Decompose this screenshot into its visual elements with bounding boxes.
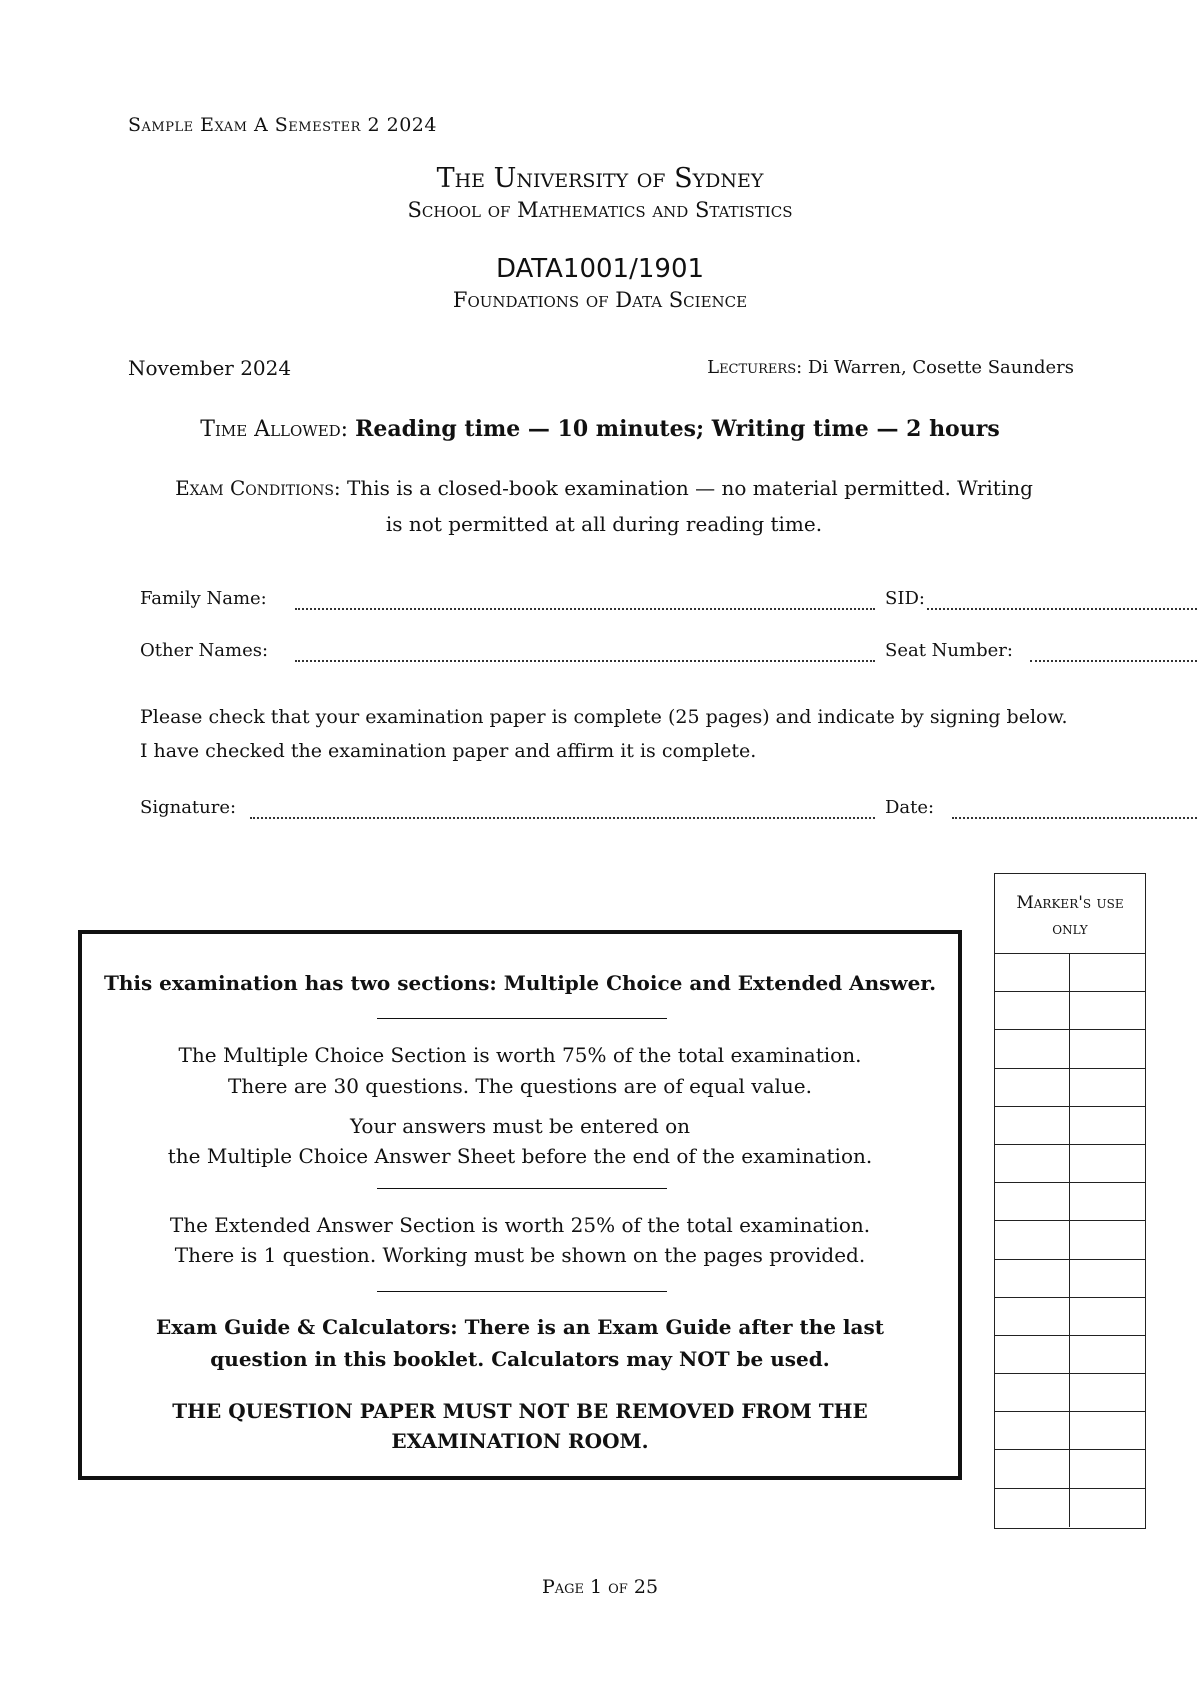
check-line-1: Please check that your examination paper is complete (25 pages) and indicate by signing below. (140, 706, 1068, 728)
ea-line-2: There is 1 question. Working must be shown on the pages provided. (174, 1243, 866, 1267)
markers-use-heading (995, 874, 1145, 954)
marker-cell (995, 1030, 1070, 1067)
marker-row (995, 1412, 1145, 1450)
mc-line-3: Your answers must be entered on (349, 1114, 691, 1138)
exam-conditions (128, 470, 1080, 542)
seat-number-field[interactable] (1030, 640, 1197, 662)
check-instructions (140, 700, 1068, 768)
marker-cell (995, 1450, 1070, 1487)
marker-cell (1070, 1298, 1145, 1335)
marker-row (995, 1030, 1145, 1068)
guide-line-2: question in this booklet. Calculators may NOT be used. (210, 1347, 830, 1371)
markers-use-title-2: only (1052, 919, 1088, 939)
other-names-row (140, 640, 1058, 670)
signature-row (140, 797, 1058, 827)
course-code: DATA1001/1901 (495, 254, 705, 284)
marker-cell (1070, 992, 1145, 1029)
marker-cell (995, 1412, 1070, 1449)
marker-cell (995, 1145, 1070, 1182)
marker-cell (1070, 1145, 1145, 1182)
marker-row (995, 1145, 1145, 1183)
family-name-field[interactable] (295, 588, 875, 610)
check-line-2: I have checked the examination paper and affirm it is complete. (140, 740, 757, 762)
mc-line-1: The Multiple Choice Section is worth 75% of the total examination. (178, 1043, 862, 1067)
university-name: The University of Sydney (436, 163, 764, 194)
marker-cell (1070, 1030, 1145, 1067)
removal-line-1: THE QUESTION PAPER MUST NOT BE REMOVED FROM THE (172, 1399, 868, 1423)
time-allowed-value: Reading time — 10 minutes; Writing time — 2 hours (355, 416, 1000, 442)
markers-use-table (994, 873, 1146, 1529)
signature-field[interactable] (250, 797, 875, 819)
marker-row (995, 1069, 1145, 1107)
marker-cell (995, 954, 1070, 991)
marker-cell (995, 1489, 1070, 1527)
marker-cell (995, 1069, 1070, 1106)
marker-row (995, 1450, 1145, 1488)
marker-cell (1070, 1336, 1145, 1373)
marker-row (995, 1221, 1145, 1259)
marker-row (995, 1489, 1145, 1527)
marker-row (995, 1374, 1145, 1412)
course-name: Foundations of Data Science (452, 288, 748, 312)
conditions-text-1: This is a closed-book examination — no material permitted. Writing (347, 476, 1033, 500)
marker-cell (1070, 1412, 1145, 1449)
school-name: School of Mathematics and Statistics (407, 198, 793, 222)
sid-field[interactable] (927, 588, 1197, 610)
signature-label: Signature: (140, 797, 237, 818)
marker-row (995, 1107, 1145, 1145)
marker-cell (995, 992, 1070, 1029)
marker-cell (995, 1221, 1070, 1258)
marker-cell (1070, 954, 1145, 991)
divider (377, 1291, 667, 1292)
seat-number-label: Seat Number: (885, 640, 1013, 661)
date-field[interactable] (952, 797, 1197, 819)
divider (377, 1018, 667, 1019)
lecturers (707, 357, 1074, 378)
marker-cell (1070, 1069, 1145, 1106)
marker-row (995, 1183, 1145, 1221)
marker-cell (1070, 1221, 1145, 1258)
marker-cell (995, 1260, 1070, 1297)
time-allowed-label: Time Allowed: (200, 417, 349, 442)
sample-exam-header: Sample Exam A Semester 2 2024 (128, 114, 437, 136)
marker-cell (1070, 1107, 1145, 1144)
date-label: Date: (885, 797, 935, 818)
family-name-label: Family Name: (140, 588, 267, 609)
marker-row (995, 1260, 1145, 1298)
markers-use-title-1: Marker's use (1016, 893, 1124, 913)
other-names-label: Other Names: (140, 640, 269, 661)
marker-cell (1070, 1450, 1145, 1487)
marker-row (995, 992, 1145, 1030)
marker-row (995, 1336, 1145, 1374)
sid-label: SID: (885, 588, 925, 609)
marker-cell (995, 1336, 1070, 1373)
page-number: Page 1 of 25 (541, 1576, 659, 1598)
sections-summary: This examination has two sections: Multiple Choice and Extended Answer. (103, 971, 937, 995)
exam-info-box (78, 930, 962, 1480)
conditions-label: Exam Conditions: (175, 476, 341, 500)
lecturers-names: Di Warren, Cosette Saunders (807, 357, 1074, 378)
removal-line-2: EXAMINATION ROOM. (391, 1429, 649, 1453)
exam-date: November 2024 (128, 356, 292, 380)
ea-line-1: The Extended Answer Section is worth 25% of the total examination. (169, 1213, 871, 1237)
marker-cell (1070, 1260, 1145, 1297)
family-name-row (140, 588, 1058, 618)
mc-line-2: There are 30 questions. The questions are of equal value. (228, 1074, 812, 1098)
marker-row (995, 954, 1145, 992)
marker-cell (1070, 1489, 1145, 1527)
marker-row (995, 1298, 1145, 1336)
lecturers-label: Lecturers: (707, 357, 803, 378)
marker-cell (995, 1183, 1070, 1220)
conditions-text-2: is not permitted at all during reading time. (385, 512, 823, 536)
mc-line-4: the Multiple Choice Answer Sheet before the end of the examination. (167, 1144, 873, 1168)
marker-cell (995, 1298, 1070, 1335)
markers-grid (995, 954, 1145, 1527)
time-allowed (0, 416, 1200, 442)
marker-cell (995, 1374, 1070, 1411)
divider (377, 1188, 667, 1189)
marker-cell (1070, 1183, 1145, 1220)
other-names-field[interactable] (295, 640, 875, 662)
marker-cell (995, 1107, 1070, 1144)
marker-cell (1070, 1374, 1145, 1411)
guide-line-1: Exam Guide & Calculators: There is an Exam Guide after the last (156, 1315, 884, 1339)
